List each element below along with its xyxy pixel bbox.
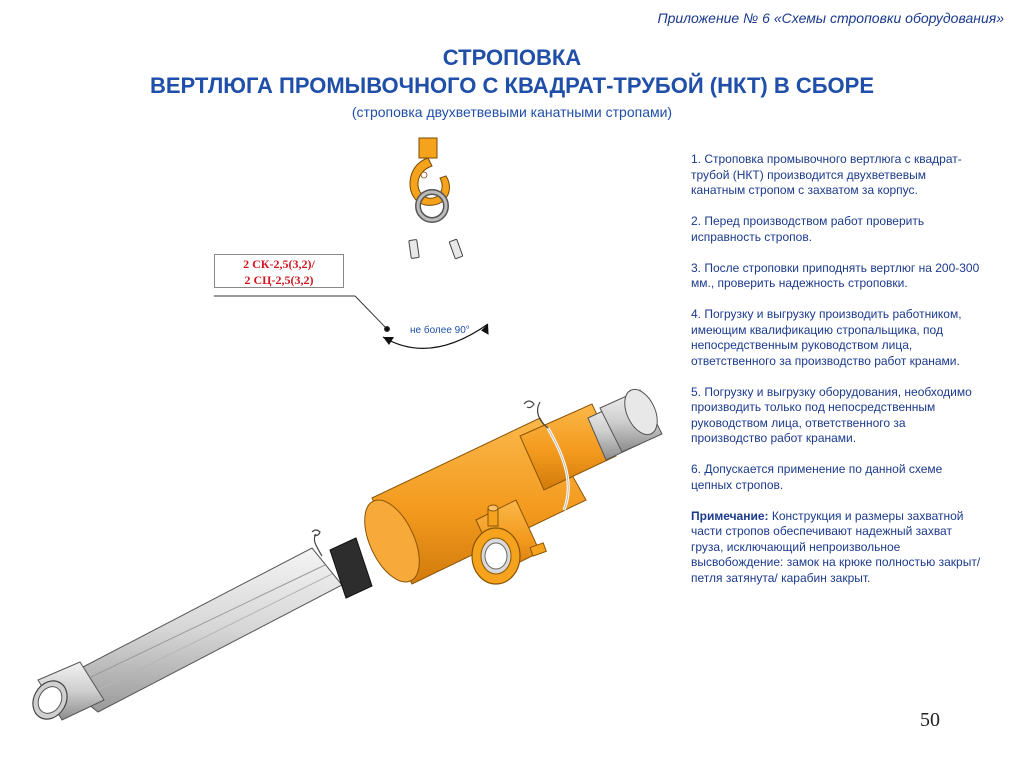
note-label: Примечание:	[691, 508, 769, 523]
angle-label: не более 90°	[410, 325, 470, 336]
page-number: 50	[920, 709, 940, 731]
instruction-item: 6. Допускается применение по данной схеме цепных стропов.	[691, 462, 943, 492]
instruction-item: 3. После строповки приподнять вертлюг на 200-300 мм., проверить надежность строповки.	[691, 260, 980, 290]
appendix-header: Приложение № 6 «Схемы строповки оборудования»	[657, 10, 1004, 26]
crane-hook-icon	[409, 138, 463, 259]
note-text: Конструкция и размеры захватной части стропов обеспечивают надежный захват груза, исключающий непроизвольное высвобождение: замок на крюке полностью закрыт/ петля затянута/ карабин закрыт.	[691, 508, 981, 585]
note	[691, 509, 981, 587]
sling-label-line1: 2 СК-2,5(3,2)/	[243, 257, 315, 271]
instruction-item: 2. Перед производством работ проверить исправность стропов.	[691, 214, 925, 244]
sling-leader	[214, 296, 390, 332]
swivel-body	[330, 384, 664, 598]
kelly-pipe	[26, 530, 342, 725]
page-subtitle: (строповка двухветвевыми канатными стропами)	[351, 104, 673, 120]
instruction-item: 4. Погрузку и выгрузку производить работником, имеющим квалификацию стропальщика, под непосредственным руководством лица, ответственного за производство работ кранами.	[691, 307, 962, 368]
instructions	[691, 152, 981, 602]
page-title-secondary: ВЕРТЛЮГА ПРОМЫВОЧНОГО С КВАДРАТ-ТРУБОЙ (НКТ) В СБОРЕ	[149, 73, 874, 98]
page-title: СТРОПОВКА	[442, 45, 582, 70]
sling-label	[214, 254, 344, 288]
sling-label-line2: 2 СЦ-2,5(3,2)	[244, 273, 314, 287]
instruction-item: 5. Погрузку и выгрузку оборудования, необходимо производить только под непосредственным руководством лица, ответственного за производство работ кранами.	[691, 384, 972, 445]
instruction-item: 1. Строповка промывочного вертлюга с квадрат-трубой (НКТ) производится двухветвевым канатным стропом с захватом за корпус.	[691, 152, 962, 197]
